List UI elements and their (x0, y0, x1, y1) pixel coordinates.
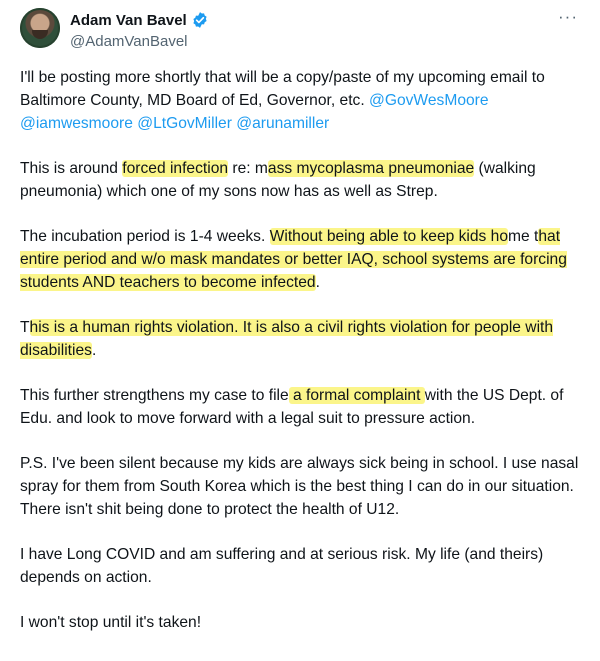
verified-badge-icon (191, 11, 209, 29)
highlight: his is a human rights violation. It is also a civil rights violation for people with disabilities (20, 319, 554, 359)
text-run: . (315, 274, 320, 291)
text-run: (walking pneumonia) which one of my sons now has as well as Strep. (20, 160, 536, 200)
paragraph-7: I have Long COVID and am suffering and at serious risk. My life (and theirs) depends on action. (20, 546, 544, 586)
mention-ltgovmiller[interactable]: @LtGovMiller (137, 115, 232, 132)
more-options-icon[interactable]: ··· (558, 7, 578, 26)
avatar[interactable] (20, 8, 60, 48)
highlight: ass mycoplasma pneumoniae (267, 160, 475, 177)
text-run: me t (508, 228, 539, 245)
text-run: T (20, 319, 30, 336)
mention-iamwesmoore[interactable]: @iamwesmoore (20, 115, 133, 132)
text-run: re: m (228, 160, 268, 177)
display-name[interactable]: Adam Van Bavel (70, 11, 187, 29)
paragraph-4 (20, 316, 590, 362)
highlight: Without being able to keep kids ho (269, 228, 509, 245)
paragraph-1 (20, 66, 590, 135)
text-run: This is around (20, 160, 123, 177)
text-run: . (91, 342, 97, 359)
mention-arunamiller[interactable]: @arunamiller (236, 115, 330, 132)
highlight: forced infection (122, 160, 229, 177)
paragraph-2 (20, 157, 590, 203)
text-run: with the US Dept. of Edu. and look to move forward with a legal suit to pressure action. (20, 387, 564, 427)
author-handle[interactable]: @AdamVanBavel (70, 33, 188, 50)
paragraph-6: P.S. I've been silent because my kids are always sick being in school. I use nasal spray for them from South Korea which is the best thing I can do in our situation. There isn't shit being done to protect the health of U12. (20, 455, 579, 518)
text-run: This further strengthens my case to file (20, 387, 289, 404)
mention-govwesmoore[interactable]: @GovWesMoore (369, 92, 489, 109)
paragraph-3 (20, 225, 590, 294)
highlight: hat entire period and w/o mask mandates or better IAQ, school systems are forcing students AND teachers to become infected (20, 228, 567, 291)
paragraph-5 (20, 384, 590, 430)
paragraph-8: I won't stop until it's taken! (20, 614, 202, 631)
tweet-text (20, 66, 590, 656)
highlight: a formal complaint (288, 387, 425, 404)
text-run: The incubation period is 1-4 weeks. (20, 228, 270, 245)
author-name-row (70, 10, 209, 30)
text-run: I'll be posting more shortly that will be a copy/paste of my upcoming email to Baltimore County, MD Board of Ed, Governor, etc. (20, 69, 545, 109)
